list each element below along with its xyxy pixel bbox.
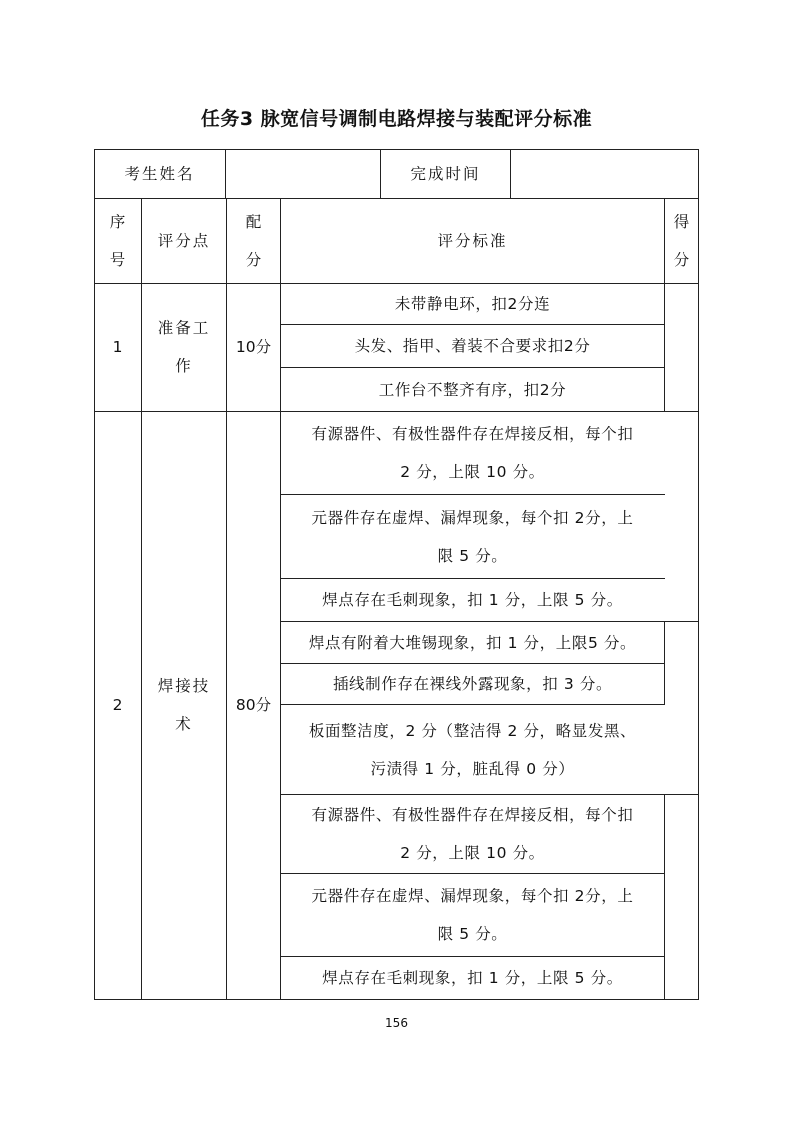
column-header-text: 得 — [673, 212, 690, 231]
criteria-line: 限 5 分。 — [437, 925, 508, 943]
criteria-item: 工作台不整齐有序，扣2分 — [378, 380, 567, 399]
criteria-line: 限 5 分。 — [437, 546, 508, 565]
page-title: 任务3 脉宽信号调制电路焊接与装配评分标准 — [200, 108, 593, 130]
column-header-text: 分 — [673, 250, 690, 269]
candidate-name-field[interactable] — [226, 149, 380, 198]
column-header-got — [665, 198, 698, 283]
page-number: 156 — [385, 1016, 408, 1030]
criteria-line: 元器件存在虚焊、漏焊现象，每个扣 2分，上 — [311, 887, 634, 905]
section-point-text: 准备工 — [157, 319, 211, 337]
section-point — [142, 283, 226, 411]
section-score: 80分 — [235, 696, 272, 714]
criteria-item — [281, 874, 664, 956]
section-seq: 1 — [112, 338, 123, 356]
table-border-right — [698, 149, 699, 1000]
criteria-item: 焊点存在毛刺现象，扣 1 分，上限 5 分。 — [322, 591, 623, 609]
criteria-line: 有源器件、有极性器件存在焊接反相，每个扣 — [311, 425, 634, 443]
criteria-item — [281, 412, 664, 494]
column-header-criteria: 评分标准 — [437, 231, 508, 250]
criteria-item: 焊点存在毛刺现象，扣 1 分，上限 5 分。 — [322, 969, 623, 987]
table-border-bottom — [94, 999, 699, 1000]
section-point-text: 作 — [175, 357, 193, 375]
criteria-item — [281, 795, 664, 873]
criteria-line: 有源器件、有极性器件存在焊接反相，每个扣 — [311, 806, 634, 824]
criteria-line: 2 分，上限 10 分。 — [400, 844, 545, 862]
section-point — [142, 411, 226, 999]
criteria-line: 板面整洁度，2 分（整洁得 2 分，略显发黑、 — [308, 721, 637, 740]
criteria-item: 焊点有附着大堆锡现象，扣 1 分，上限5 分。 — [308, 633, 637, 652]
column-header-text: 配 — [245, 212, 262, 231]
section-point-text: 焊接技 — [157, 677, 211, 695]
completion-time-label: 完成时间 — [410, 164, 481, 183]
section-seq: 2 — [112, 696, 123, 714]
column-header-text: 分 — [245, 250, 262, 269]
candidate-name-label: 考生姓名 — [124, 164, 195, 183]
criteria-item — [281, 495, 664, 578]
section-point-text: 术 — [175, 715, 193, 733]
column-header-score — [227, 198, 280, 283]
criteria-item: 头发、指甲、着装不合要求扣2分 — [354, 337, 591, 355]
criteria-item: 插线制作存在裸线外露现象，扣 3 分。 — [332, 675, 613, 693]
criteria-line: 元器件存在虚焊、漏焊现象，每个扣 2分，上 — [311, 508, 634, 527]
column-header-point: 评分点 — [157, 231, 211, 250]
criteria-line: 污渍得 1 分，脏乱得 0 分） — [370, 759, 575, 778]
table-divider — [664, 794, 665, 1000]
column-header-text: 序 — [109, 212, 126, 231]
criteria-item: 未带静电环，扣2分连 — [394, 294, 551, 313]
criteria-item — [281, 705, 664, 794]
criteria-line: 2 分，上限 10 分。 — [400, 463, 545, 481]
completion-time-field[interactable] — [511, 149, 698, 198]
column-header-text: 号 — [109, 250, 126, 269]
section-score: 10分 — [235, 338, 272, 356]
column-header-seq — [94, 198, 141, 283]
